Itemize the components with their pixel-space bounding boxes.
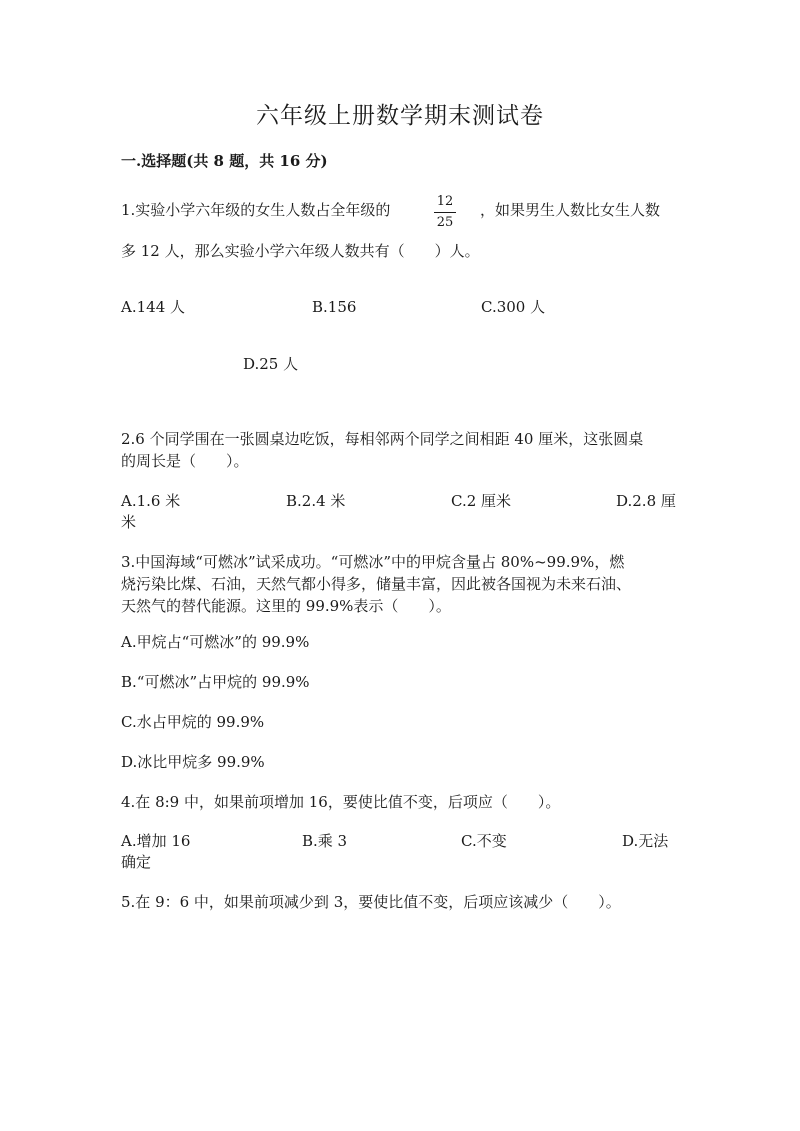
fraction-denominator: 25 bbox=[436, 215, 454, 230]
question-1-fraction bbox=[434, 194, 456, 231]
question-4-option-b: B.乘 3 bbox=[302, 832, 348, 850]
fraction-bar bbox=[434, 212, 456, 213]
question-3-option-b: B.“可燃冰”占甲烷的 99.9% bbox=[121, 673, 310, 691]
question-1-line-2: 多 12 人，那么实验小学六年级人数共有（ ）人。 bbox=[121, 242, 480, 260]
question-3-line-1: 3.中国海域“可燃冰”试采成功。“可燃冰”中的甲烷含量占 80%~99.9%，燃 bbox=[121, 553, 625, 571]
question-1-option-b: B.156 bbox=[312, 298, 357, 316]
question-4-option-c: C.不变 bbox=[461, 832, 507, 850]
question-2-option-d-wrap: 米 bbox=[121, 513, 137, 531]
question-3-option-c: C.水占甲烷的 99.9% bbox=[121, 713, 265, 731]
question-4-option-d-wrap: 确定 bbox=[121, 853, 152, 871]
question-3-line-2: 烧污染比煤、石油，天然气都小得多，储量丰富，因此被各国视为未来石油、 bbox=[121, 575, 632, 593]
question-2-line-2: 的周长是（ ）。 bbox=[121, 452, 249, 470]
question-2-option-b: B.2.4 米 bbox=[286, 492, 346, 510]
question-1-option-d: D.25 人 bbox=[243, 355, 299, 373]
question-1-option-c: C.300 人 bbox=[481, 298, 546, 316]
question-2-option-d: D.2.8 厘 bbox=[616, 492, 676, 510]
question-1-line-1: 1.实验小学六年级的女生人数占全年级的 bbox=[121, 201, 391, 219]
question-4-option-a: A.增加 16 bbox=[121, 832, 191, 850]
question-2-line-1: 2.6 个同学围在一张圆桌边吃饭，每相邻两个同学之间相距 40 厘米，这张圆桌 bbox=[121, 430, 644, 448]
fraction-numerator: 12 bbox=[436, 194, 454, 209]
question-1-line-1-continued: ，如果男生人数比女生人数 bbox=[480, 201, 661, 219]
question-2-option-c: C.2 厘米 bbox=[451, 492, 512, 510]
section-heading: 一.选择题(共 8 题，共 16 分) bbox=[121, 152, 328, 170]
question-3-line-3: 天然气的替代能源。这里的 99.9%表示（ ）。 bbox=[121, 597, 451, 615]
question-1-option-a: A.144 人 bbox=[121, 298, 185, 316]
question-4-option-d: D.无法 bbox=[622, 832, 669, 850]
page-title: 六年级上册数学期末测试卷 bbox=[256, 103, 544, 129]
question-5-line-1: 5.在 9：6 中，如果前项减少到 3，要使比值不变，后项应该减少（ ）。 bbox=[121, 893, 621, 911]
question-4-line-1: 4.在 8:9 中，如果前项增加 16，要使比值不变，后项应（ ）。 bbox=[121, 793, 561, 811]
question-2-option-a: A.1.6 米 bbox=[121, 492, 181, 510]
question-3-option-d: D.冰比甲烷多 99.9% bbox=[121, 753, 265, 771]
question-3-option-a: A.甲烷占“可燃冰”的 99.9% bbox=[121, 633, 310, 651]
